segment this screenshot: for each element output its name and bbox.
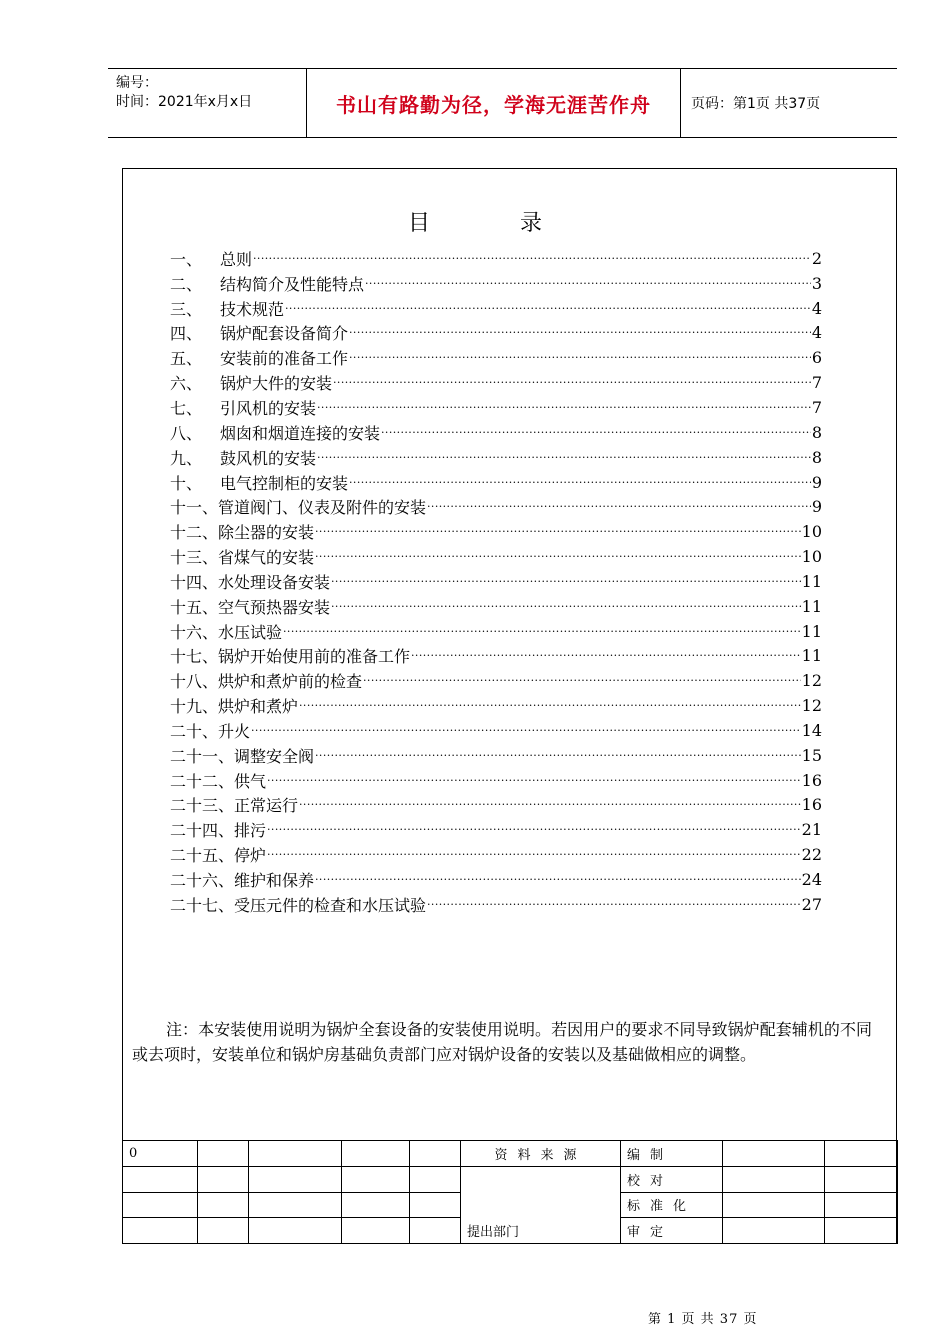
toc-entry-label: 停炉 (234, 846, 267, 866)
toc-entry-label: 电气控制柜的安装 (220, 473, 349, 493)
toc-entry-page: 10 (801, 547, 822, 567)
toc-leader-dots (315, 749, 801, 762)
toc-entry (170, 718, 822, 743)
toc-entry-page: 9 (811, 472, 822, 492)
toc-entry-page: 15 (801, 745, 822, 765)
toc-entry-page: 11 (801, 571, 822, 591)
toc-entry-label: 锅炉配套设备简介 (220, 324, 349, 344)
toc-entry-page: 11 (801, 596, 822, 616)
toc-entry-number: 十九、 (170, 697, 219, 717)
page-footer: 第 1 页 共 37 页 (648, 1312, 758, 1327)
toc-entry-page: 8 (811, 447, 822, 467)
toc-leader-dots (299, 798, 801, 811)
toc-leader-dots (315, 873, 801, 886)
toc-entry-page: 16 (801, 770, 822, 790)
toc-leader-dots (299, 699, 801, 712)
toc-entry-number: 八、 (170, 423, 203, 443)
toc-leader-dots (253, 252, 811, 265)
toc-entry-number: 一、 (170, 249, 203, 269)
toc-entry-number: 十三、 (170, 548, 219, 568)
toc-entry-number: 二十六、 (170, 871, 235, 891)
toc-entry-page: 6 (811, 348, 822, 368)
toc-leader-dots (349, 351, 811, 364)
toc-entry-number: 二十五、 (170, 846, 235, 866)
toc-entry (170, 544, 822, 569)
standard-label: 标准化 (621, 1192, 723, 1218)
toc-entry-number: 十五、 (170, 597, 219, 617)
toc-leader-dots (365, 277, 811, 290)
toc-entry-label: 空气预热器安装 (218, 597, 331, 617)
toc-entry-number: 十二、 (170, 523, 219, 543)
toc-entry-number: 十四、 (170, 572, 219, 592)
toc-entry-number: 二十、 (170, 721, 219, 741)
table-row (123, 1141, 898, 1167)
table-of-contents (170, 246, 822, 917)
toc-entry-number: 九、 (170, 448, 203, 468)
toc-entry-label: 技术规范 (220, 299, 285, 319)
toc-entry (170, 420, 822, 445)
toc-entry-page: 4 (811, 323, 822, 343)
toc-leader-dots (411, 649, 801, 662)
toc-entry-label: 烘炉和煮炉 (218, 697, 299, 717)
toc-entry (170, 470, 822, 495)
toc-entry-page: 7 (811, 397, 822, 417)
toc-entry-label: 省煤气的安装 (218, 548, 315, 568)
toc-leader-dots (349, 326, 811, 339)
toc-entry (170, 321, 822, 346)
toc-entry-number: 三、 (170, 299, 203, 319)
toc-entry-number: 六、 (170, 374, 203, 394)
toc-entry (170, 370, 822, 395)
toc-leader-dots (283, 625, 801, 638)
toc-entry-page: 21 (801, 820, 822, 840)
proof-label: 校对 (621, 1166, 723, 1192)
toc-leader-dots (349, 476, 811, 489)
toc-entry-label: 烟囱和烟道连接的安装 (220, 423, 381, 443)
toc-entry-page: 27 (801, 894, 822, 914)
toc-entry-number: 十八、 (170, 672, 219, 692)
toc-leader-dots (317, 451, 811, 464)
note-paragraph: 注：本安装使用说明为锅炉全套设备的安装使用说明。若因用户的要求不同导致锅炉配套辅机的不同或去项时，安装单位和锅炉房基础负责部门应对锅炉设备的安装以及基础做相应的调整。 (132, 1020, 872, 1064)
toc-entry (170, 296, 822, 321)
toc-leader-dots (381, 426, 811, 439)
toc-entry-page: 12 (801, 696, 822, 716)
toc-entry-page: 14 (801, 720, 822, 740)
toc-entry-page: 16 (801, 795, 822, 815)
toc-entry (170, 345, 822, 370)
time-label: 时间：2021年x月x日 (116, 94, 253, 110)
header-page-cell (681, 69, 897, 137)
toc-entry (170, 668, 822, 693)
compile-label: 编制 (621, 1141, 723, 1167)
table-row (123, 1218, 898, 1244)
toc-entry-label: 除尘器的安装 (218, 523, 315, 543)
toc-entry (170, 445, 822, 470)
toc-entry-label: 锅炉开始使用前的准备工作 (218, 647, 411, 667)
toc-entry-number: 二十二、 (170, 771, 235, 791)
toc-entry (170, 817, 822, 842)
page-info: 页码：第1页 共37页 (691, 96, 821, 112)
signoff-table (122, 1140, 898, 1244)
toc-entry-label: 总则 (220, 249, 253, 269)
toc-entry-number: 十、 (170, 473, 203, 493)
toc-leader-dots (315, 550, 801, 563)
toc-entry (170, 246, 822, 271)
toc-leader-dots (331, 575, 801, 588)
table-row (123, 1166, 898, 1192)
toc-entry-label: 安装前的准备工作 (220, 349, 349, 369)
toc-entry-page: 9 (811, 497, 822, 517)
toc-entry-page: 24 (801, 870, 822, 890)
toc-entry-page: 12 (801, 671, 822, 691)
toc-entry-page: 8 (811, 422, 822, 442)
toc-entry-label: 排污 (234, 821, 267, 841)
dept-label: 提出部门 (461, 1218, 621, 1244)
toc-leader-dots (267, 774, 801, 787)
toc-entry-number: 二、 (170, 274, 203, 294)
toc-entry-label: 锅炉大件的安装 (220, 374, 333, 394)
toc-entry (170, 693, 822, 718)
page-header (108, 68, 897, 138)
toc-entry-page: 22 (801, 845, 822, 865)
toc-entry (170, 743, 822, 768)
toc-entry-label: 管道阀门、仪表及附件的安装 (218, 498, 427, 518)
toc-entry-page: 10 (801, 522, 822, 542)
toc-entry (170, 842, 822, 867)
toc-entry-label: 水压试验 (218, 622, 283, 642)
toc-entry-number: 十七、 (170, 647, 219, 667)
toc-leader-dots (333, 376, 811, 389)
toc-entry-label: 供气 (234, 771, 267, 791)
toc-entry-number: 二十七、 (170, 895, 235, 915)
toc-leader-dots (267, 823, 801, 836)
toc-entry-number: 七、 (170, 398, 203, 418)
toc-entry-page: 11 (801, 646, 822, 666)
number-label: 编号： (116, 75, 158, 91)
toc-leader-dots (331, 600, 801, 613)
toc-entry-page: 3 (811, 273, 822, 293)
toc-entry-label: 引风机的安装 (220, 398, 317, 418)
toc-entry (170, 768, 822, 793)
toc-entry (170, 519, 822, 544)
toc-entry (170, 271, 822, 296)
toc-entry-label: 正常运行 (234, 796, 299, 816)
toc-entry-number: 二十一、 (170, 746, 235, 766)
approve-label: 审定 (621, 1218, 723, 1244)
toc-entry (170, 619, 822, 644)
toc-entry (170, 494, 822, 519)
revision-cell: 0 (123, 1141, 198, 1167)
toc-entry (170, 569, 822, 594)
toc-entry-label: 升火 (218, 721, 251, 741)
toc-entry-label: 调整安全阀 (234, 746, 315, 766)
toc-leader-dots (363, 674, 801, 687)
header-slogan-cell (307, 69, 681, 137)
toc-entry-label: 烘炉和煮炉前的检查 (218, 672, 363, 692)
toc-entry-page: 2 (811, 248, 822, 268)
toc-entry (170, 395, 822, 420)
toc-entry-number: 五、 (170, 349, 203, 369)
toc-leader-dots (285, 302, 811, 315)
toc-entry (170, 793, 822, 818)
toc-leader-dots (315, 525, 801, 538)
toc-leader-dots (427, 500, 811, 513)
toc-entry-page: 4 (811, 298, 822, 318)
toc-leader-dots (427, 898, 801, 911)
toc-entry-number: 十六、 (170, 622, 219, 642)
header-meta-cell (108, 69, 307, 137)
toc-entry-label: 维护和保养 (234, 871, 315, 891)
toc-title: 目 录 (407, 211, 576, 236)
toc-entry-label: 结构简介及性能特点 (220, 274, 365, 294)
toc-leader-dots (317, 401, 811, 414)
toc-entry-label: 受压元件的检查和水压试验 (234, 895, 427, 915)
toc-entry-number: 二十三、 (170, 796, 235, 816)
source-label: 资料来源 (461, 1141, 621, 1167)
toc-entry-page: 7 (811, 373, 822, 393)
slogan-text: 书山有路勤为径，学海无涯苦作舟 (336, 92, 651, 117)
toc-entry-number: 二十四、 (170, 821, 235, 841)
toc-leader-dots (267, 848, 801, 861)
toc-entry-label: 鼓风机的安装 (220, 448, 317, 468)
toc-entry-number: 四、 (170, 324, 203, 344)
toc-entry (170, 644, 822, 669)
toc-entry-number: 十一、 (170, 498, 219, 518)
toc-entry-label: 水处理设备安装 (218, 572, 331, 592)
toc-leader-dots (251, 724, 801, 737)
toc-entry (170, 867, 822, 892)
toc-entry (170, 892, 822, 917)
toc-entry-page: 11 (801, 621, 822, 641)
toc-entry (170, 594, 822, 619)
